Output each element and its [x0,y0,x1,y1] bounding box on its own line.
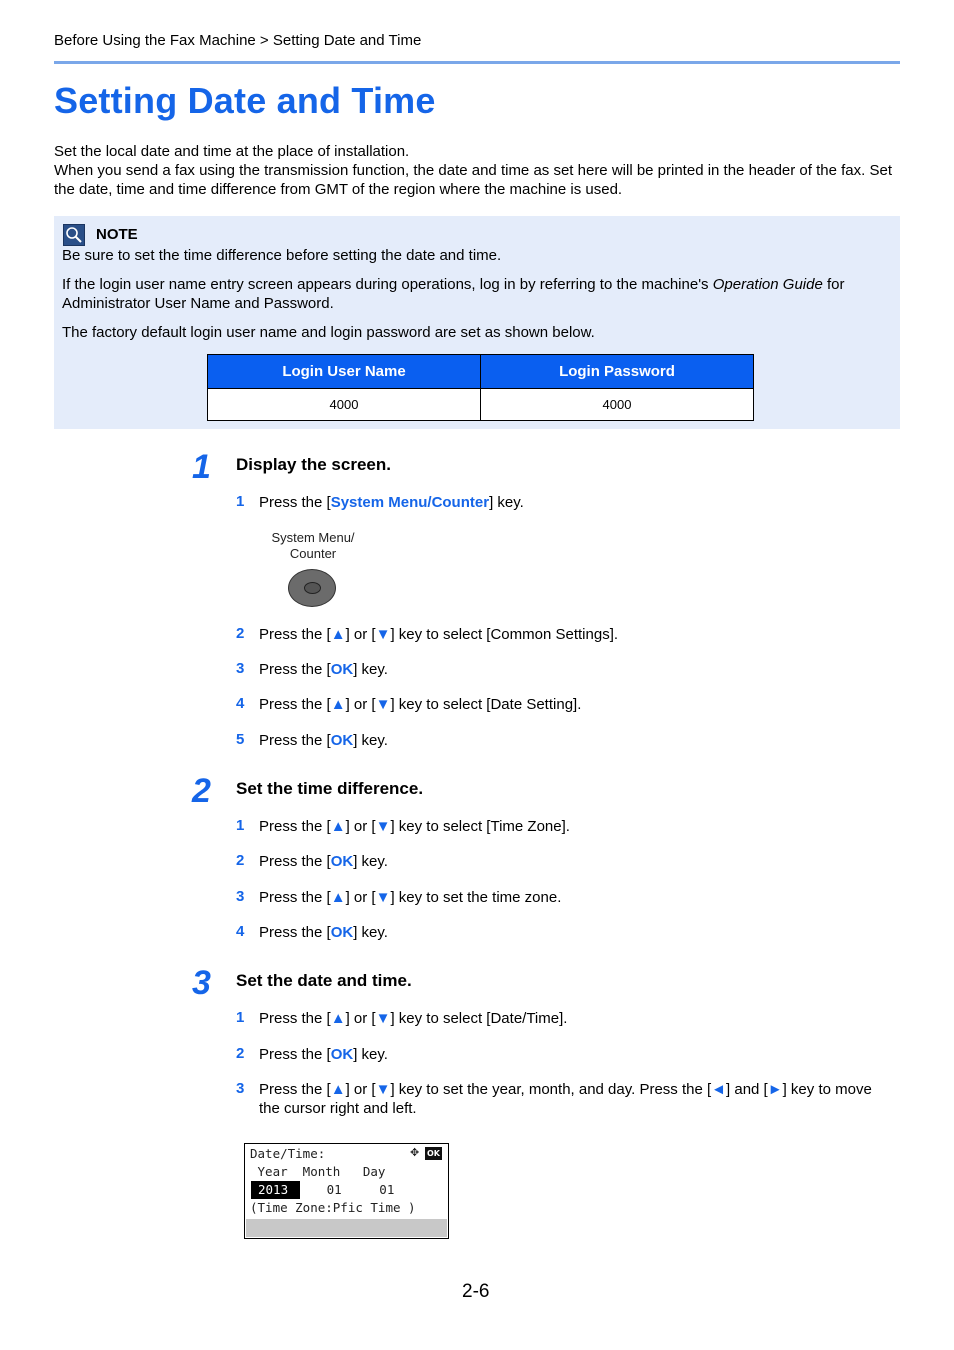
lcd-time-zone: (Time Zone:Pfic Time ) [250,1200,416,1215]
system-menu-key-ref: System Menu/Counter [330,494,490,511]
substep-number: 1 [236,817,245,834]
substep-text: Press the [OK] key. [259,661,388,678]
substep-number: 2 [236,1045,245,1062]
down-arrow-icon: ▼ [375,696,391,713]
login-table [207,354,754,421]
note-paragraph-3 [62,323,892,342]
substep-text: Press the [▲] or [▼] key to select [Date Setting]. [259,696,582,713]
up-arrow-icon: ▲ [330,696,346,713]
down-arrow-icon: ▼ [375,889,391,906]
up-arrow-icon: ▲ [330,626,346,643]
step-number: 2 [192,772,211,810]
login-user-name-header: Login User Name [208,355,481,389]
step-number: 3 [192,964,211,1002]
note-icon [63,224,85,246]
step-title: Set the date and time. [236,971,412,990]
step-title: Display the screen. [236,455,391,474]
substep-text: Press the [▲] or [▼] key to set the time zone. [259,889,562,906]
lcd-year-value: 2013 [258,1182,289,1197]
system-menu-key-label: System Menu/ Counter [271,530,355,561]
operation-guide-ref: Operation Guide [712,276,823,293]
substep-number: 3 [236,1080,245,1097]
substep-text: Press the [▲] or [▼] key to select [Date/Time]. [259,1010,568,1027]
lcd-status-bar [246,1219,447,1237]
substep-text: Press the [OK] key. [259,924,388,941]
substep-text: Press the [▲] or [▼] key to select [Time Zone]. [259,818,570,835]
note-p1: Be sure to set the time difference before setting the date and time. [62,247,502,264]
substep-text: Press the [OK] key. [259,1046,388,1063]
down-arrow-icon: ▼ [375,1081,391,1098]
lcd-field-labels: Year Month Day [250,1164,386,1179]
down-arrow-icon: ▼ [375,1010,391,1027]
note-label: NOTE [96,226,138,243]
substep-number: 3 [236,660,245,677]
up-arrow-icon: ▲ [330,1010,346,1027]
down-arrow-icon: ▼ [375,818,391,835]
substep-number: 3 [236,888,245,905]
substep-number: 4 [236,923,245,940]
substep-number: 2 [236,625,245,642]
substep-number: 5 [236,731,245,748]
login-password-header: Login Password [481,355,754,389]
lcd-title: Date/Time: [250,1146,326,1161]
ok-key-ref: OK [330,732,354,749]
header-rule [54,61,900,64]
key-led-icon [304,582,321,594]
substep-text: Press the [▲] or [▼] key to set the year, month, and day. Press the [◄] and [►] key to move the cursor right and left. [259,1081,872,1117]
intro-line-2: When you send a fax using the transmission function, the date and time as set here will be printed in the header of the fax. Set the date, time and time difference from GMT of the region where the machine is used. [54,162,892,198]
up-arrow-icon: ▲ [330,818,346,835]
note-p2-b: for Administrator User Name and Password. [62,276,845,312]
substep-number: 1 [236,493,245,510]
down-arrow-icon: ▼ [375,626,391,643]
breadcrumb: Before Using the Fax Machine > Setting Date and Time [54,32,422,49]
page-number: 2-6 [462,1281,490,1302]
substep-number: 4 [236,695,245,712]
step-number: 1 [192,448,211,486]
note-paragraph-2 [62,275,892,313]
ok-icon: OK [427,1149,440,1158]
right-arrow-icon: ► [767,1081,783,1098]
step-title: Set the time difference. [236,779,424,798]
substep-text: Press the [OK] key. [259,853,388,870]
ok-key-ref: OK [330,661,354,678]
note-p2-a: If the login user name entry screen appears during operations, log in by referring to the machine's [62,276,713,293]
up-arrow-icon: ▲ [330,1081,346,1098]
intro-line-1: Set the local date and time at the place of installation. [54,143,410,160]
cross-arrows-icon: ✥ [410,1147,420,1159]
note-p3: The factory default login user name and login password are set as shown below. [62,324,595,341]
substep-text: Press the [OK] key. [259,732,388,749]
login-password-value: 4000 [481,389,754,421]
up-arrow-icon: ▲ [330,889,346,906]
ok-key-ref: OK [330,1046,354,1063]
substep-text: Press the [▲] or [▼] key to select [Common Settings]. [259,626,619,643]
page-title: Setting Date and Time [54,80,436,121]
ok-key-ref: OK [330,924,354,941]
substep-number: 1 [236,1009,245,1026]
substep-number: 2 [236,852,245,869]
substep-text: Press the [System Menu/Counter] key. [259,494,524,511]
intro-text [54,142,900,199]
login-user-name-value: 4000 [208,389,481,421]
ok-key-ref: OK [330,853,354,870]
note-paragraph-1 [62,246,892,265]
left-arrow-icon: ◄ [711,1081,727,1098]
lcd-month-day-values: 01 01 [289,1182,395,1197]
